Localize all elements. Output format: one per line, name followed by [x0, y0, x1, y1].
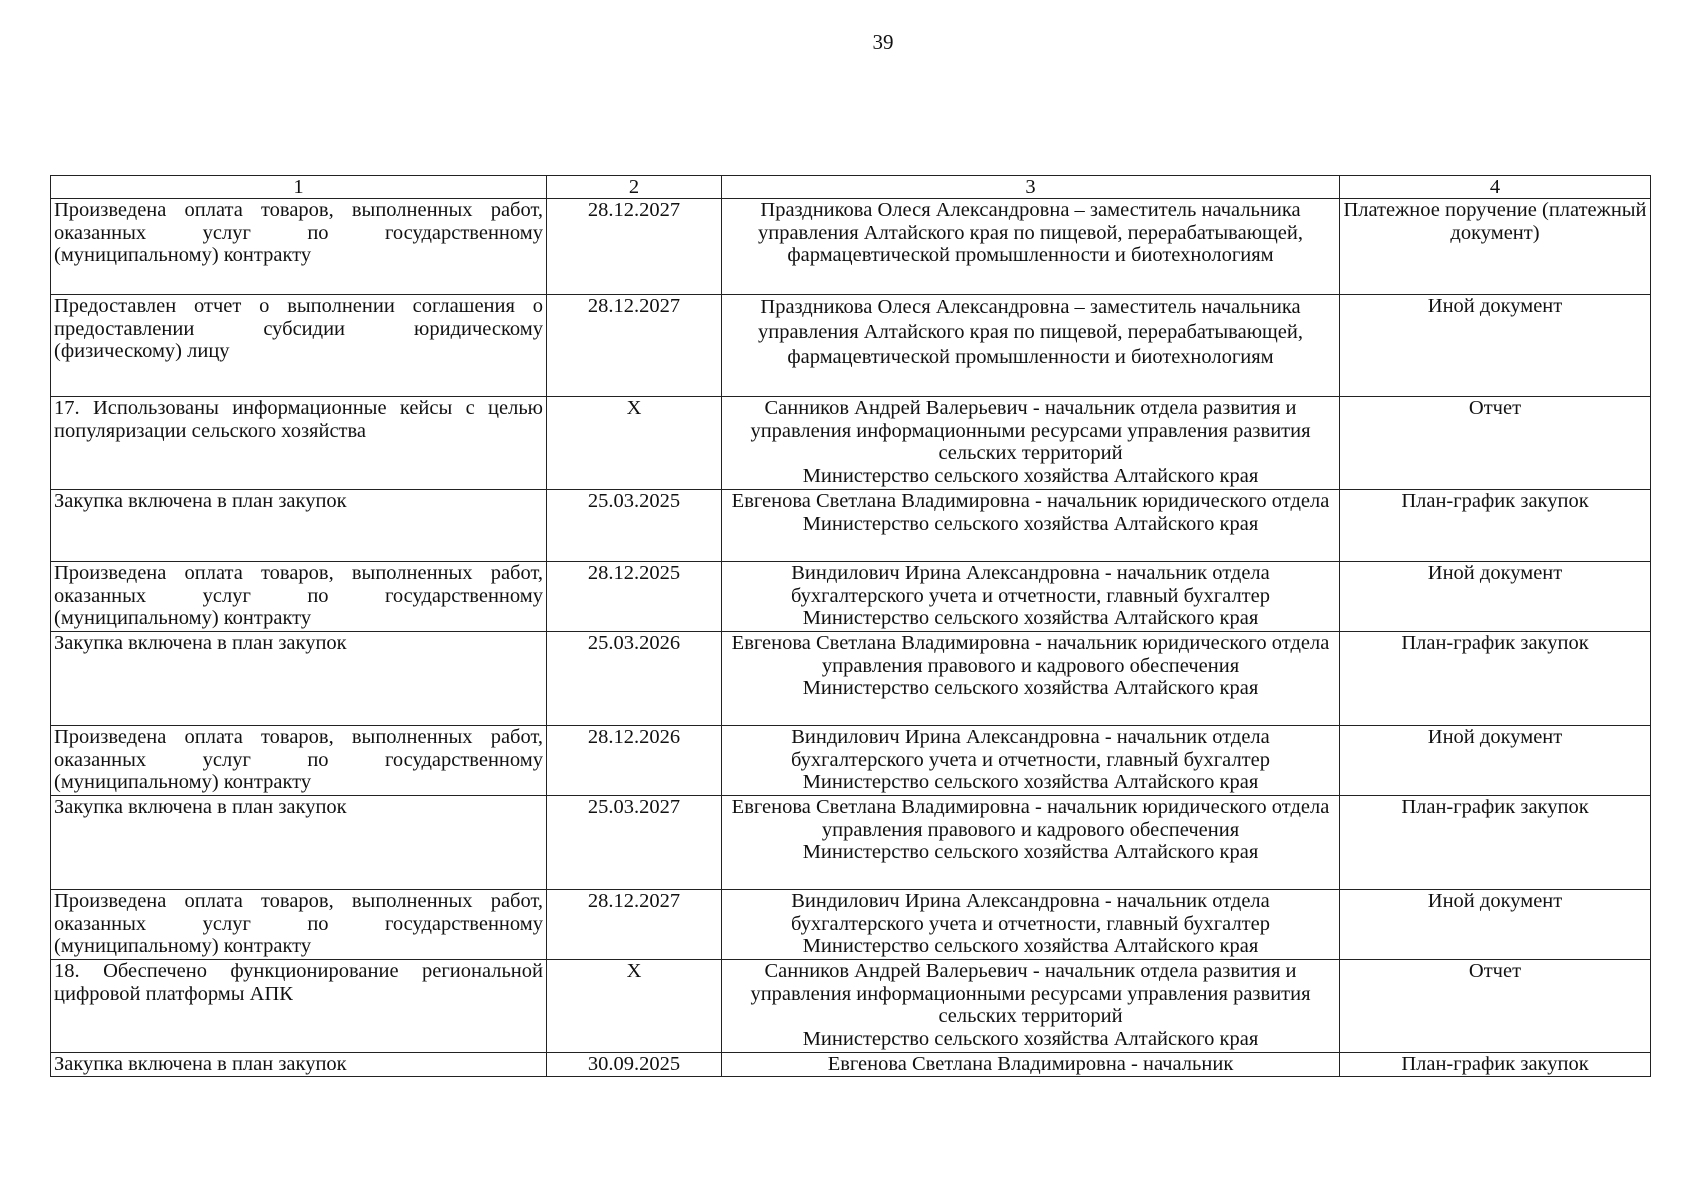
document-table — [50, 175, 1651, 1077]
responsible-cell: Евгенова Светлана Владимировна - начальник юридического отдела Министерство сельского хозяйства Алтайского края — [722, 490, 1340, 562]
event-cell: Закупка включена в план закупок — [51, 490, 547, 562]
event-cell: Предоставлен отчет о выполнении соглашения о предоставлении субсидии юридическому (физическому) лицу — [51, 295, 547, 397]
document-type-cell: Иной документ — [1340, 726, 1651, 796]
event-cell: Закупка включена в план закупок — [51, 796, 547, 890]
responsible-cell: Виндилович Ирина Александровна - начальник отдела бухгалтерского учета и отчетности, главный бухгалтер Министерство сельского хозяйства Алтайского края — [722, 890, 1340, 960]
document-type-cell: Отчет — [1340, 397, 1651, 490]
date-cell: 30.09.2025 — [547, 1053, 722, 1077]
date-cell: 28.12.2027 — [547, 890, 722, 960]
date-cell: 28.12.2026 — [547, 726, 722, 796]
table-row — [51, 960, 1651, 1053]
responsible-cell: Праздникова Олеся Александровна – заместитель начальника управления Алтайского края по пищевой, перерабатывающей, фармацевтической промышленности и биотехнологиям — [722, 295, 1340, 397]
responsible-cell: Санников Андрей Валерьевич - начальник отдела развития и управления информационными ресурсами управления развития сельских территорий Министерство сельского хозяйства Алтайского края — [722, 960, 1340, 1053]
document-type-cell: Иной документ — [1340, 295, 1651, 397]
event-cell: 17. Использованы информационные кейсы с целью популяризации сельского хозяйства — [51, 397, 547, 490]
column-header: 1 — [51, 176, 547, 199]
table-row — [51, 295, 1651, 397]
document-type-cell: Платежное поручение (платежный документ) — [1340, 199, 1651, 295]
date-cell: 25.03.2026 — [547, 632, 722, 726]
document-type-cell: План-график закупок — [1340, 632, 1651, 726]
table-header-row — [51, 176, 1651, 199]
column-header: 3 — [722, 176, 1340, 199]
responsible-cell: Евгенова Светлана Владимировна - начальник юридического отдела управления правового и кадрового обеспечения Министерство сельского хозяйства Алтайского края — [722, 632, 1340, 726]
event-cell: Произведена оплата товаров, выполненных работ, оказанных услуг по государственному (муниципальному) контракту — [51, 890, 547, 960]
column-header: 4 — [1340, 176, 1651, 199]
table-row — [51, 1053, 1651, 1077]
table-row — [51, 796, 1651, 890]
event-cell: Закупка включена в план закупок — [51, 1053, 547, 1077]
date-cell: 28.12.2027 — [547, 295, 722, 397]
date-cell: 28.12.2027 — [547, 199, 722, 295]
date-cell: 28.12.2025 — [547, 562, 722, 632]
responsible-cell: Виндилович Ирина Александровна - начальник отдела бухгалтерского учета и отчетности, главный бухгалтер Министерство сельского хозяйства Алтайского края — [722, 726, 1340, 796]
table-row — [51, 890, 1651, 960]
event-cell: Произведена оплата товаров, выполненных работ, оказанных услуг по государственному (муниципальному) контракту — [51, 199, 547, 295]
date-cell: 25.03.2025 — [547, 490, 722, 562]
event-cell: Произведена оплата товаров, выполненных работ, оказанных услуг по государственному (муниципальному) контракту — [51, 726, 547, 796]
responsible-cell: Виндилович Ирина Александровна - начальник отдела бухгалтерского учета и отчетности, главный бухгалтер Министерство сельского хозяйства Алтайского края — [722, 562, 1340, 632]
page-number: 39 — [872, 30, 894, 54]
responsible-cell: Праздникова Олеся Александровна – заместитель начальника управления Алтайского края по пищевой, перерабатывающей, фармацевтической промышленности и биотехнологиям — [722, 199, 1340, 295]
document-type-cell: Иной документ — [1340, 890, 1651, 960]
table-row — [51, 490, 1651, 562]
column-header: 2 — [547, 176, 722, 199]
document-type-cell: Иной документ — [1340, 562, 1651, 632]
table-row — [51, 199, 1651, 295]
table-row — [51, 397, 1651, 490]
responsible-cell: Евгенова Светлана Владимировна - начальник юридического отдела управления правового и кадрового обеспечения Министерство сельского хозяйства Алтайского края — [722, 796, 1340, 890]
document-type-cell: План-график закупок — [1340, 490, 1651, 562]
event-cell: Произведена оплата товаров, выполненных работ, оказанных услуг по государственному (муниципальному) контракту — [51, 562, 547, 632]
responsible-cell: Евгенова Светлана Владимировна - начальник — [722, 1053, 1340, 1077]
date-cell: 25.03.2027 — [547, 796, 722, 890]
document-type-cell: Отчет — [1340, 960, 1651, 1053]
responsible-cell: Санников Андрей Валерьевич - начальник отдела развития и управления информационными ресурсами управления развития сельских территорий Министерство сельского хозяйства Алтайского края — [722, 397, 1340, 490]
date-cell: X — [547, 960, 722, 1053]
table-row — [51, 726, 1651, 796]
date-cell: X — [547, 397, 722, 490]
table-row — [51, 632, 1651, 726]
document-type-cell: План-график закупок — [1340, 1053, 1651, 1077]
event-cell: 18. Обеспечено функционирование региональной цифровой платформы АПК — [51, 960, 547, 1053]
table-row — [51, 562, 1651, 632]
event-cell: Закупка включена в план закупок — [51, 632, 547, 726]
document-type-cell: План-график закупок — [1340, 796, 1651, 890]
